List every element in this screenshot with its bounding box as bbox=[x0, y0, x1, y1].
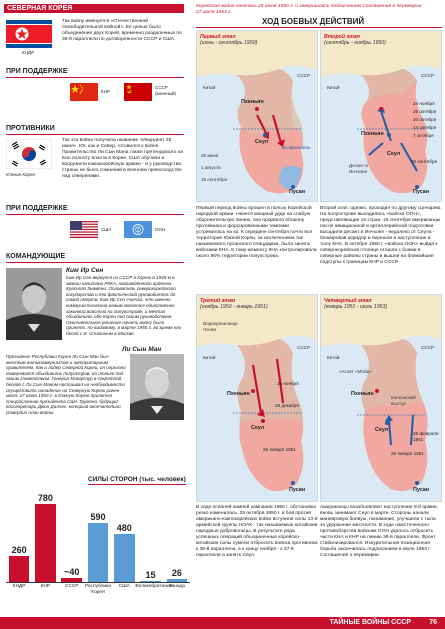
map3-date-c: 25 января 1951 bbox=[263, 447, 296, 452]
support-1-b: СССР (военный) bbox=[155, 85, 177, 96]
map3-ussr: СССР bbox=[297, 345, 311, 350]
chart-value-label: 15 bbox=[145, 569, 156, 580]
map4-date-b: 25 января 1951 bbox=[391, 451, 424, 456]
divider bbox=[196, 27, 442, 28]
chart-bar bbox=[9, 556, 30, 582]
stage2-text: Второй этап, однако, проходил по другому сценарию. На полуострове высадились «войска ООН», представляющие 16 стран. 15 сентября американцы после авиационной и артиллерийской подготовки высадили десант в Инчхоне - недалеко от Сеула - блокировав коридор и перешли в наступление в тылу КНА. В октябре 1950 г. «войска ООН» выйдя к северокорейской столице отошли с боями в северные районы страны и вышли на ближайшие подступы к границам КНР и СССР. bbox=[320, 206, 442, 265]
map2-date-c: 20 октября bbox=[413, 117, 437, 122]
chart-category-label: Великобритания bbox=[135, 584, 173, 589]
chart-bar bbox=[114, 534, 135, 582]
support-header-1: ПРИ ПОДДЕРЖКЕ bbox=[6, 68, 68, 75]
map3-title: Третий этап (ноябрь 1950 - январь 1951) bbox=[200, 298, 268, 310]
chart-value-label: 590 bbox=[90, 512, 106, 522]
map2-title: Второй этап (сентябрь - ноябрь 1950) bbox=[324, 34, 386, 46]
map-stage-3 bbox=[196, 294, 318, 502]
kim-name: Ким Ир Сен bbox=[66, 267, 104, 274]
map2-date-a: 24 ноября bbox=[413, 101, 435, 106]
chart-title: СИЛЫ СТОРОН (тыс. человек) bbox=[88, 476, 186, 483]
ussr-flag-icon bbox=[124, 83, 152, 101]
chart-category-label: Канада bbox=[168, 584, 185, 589]
map2-china: Китай bbox=[327, 85, 340, 90]
map1-date-a: 25 июня bbox=[201, 153, 219, 158]
map1-china: Китай bbox=[203, 85, 216, 90]
support-2-a: США bbox=[101, 227, 112, 232]
chart-value-label: 26 bbox=[171, 568, 182, 579]
map4-seoul: Сеул bbox=[375, 427, 389, 433]
kim-text: Ким Ир Сен вернулся из СССР в Корею в 1945-м в звании капитана РККА, награжденного орденом Красного Знамени. Основатель северокорейского государства и его фактический руководитель до самой смерти. Ким Ир Сен считал, что именно коммунистический режим является единственно законной властью на полуострове, и мечтал объединить обе Кореи под своим руководством. Окончательное решение начать войну было принято, по-видимому, в марте 1950 г. во время его бесед с И. Сталиным в Москве. bbox=[66, 275, 182, 336]
chart-value-label: ~40 bbox=[64, 567, 80, 577]
north-text: Так войну именуется «Отечественной Освободительной войной». Ее целью было объединение двух Корей, временно разделенных по 38-й параллели по договоренности СССР и США. bbox=[62, 19, 182, 42]
map2-ussr: СССР bbox=[421, 73, 435, 78]
map3-date-a: 25 ноября bbox=[277, 381, 299, 386]
chart-bar bbox=[88, 523, 109, 582]
map1-ussr: СССР bbox=[297, 73, 311, 78]
map4-ussr: СССР bbox=[421, 345, 435, 350]
footer-bar bbox=[0, 617, 445, 629]
chart-value-label: 260 bbox=[11, 545, 27, 555]
map1-pyongyang: Пхеньян bbox=[241, 99, 264, 105]
support-header-2: ПРИ ПОДДЕРЖКЕ bbox=[6, 205, 68, 212]
chart-category-label: КНДР bbox=[12, 584, 26, 589]
map1-busan: Пусан bbox=[289, 189, 306, 195]
divider bbox=[6, 77, 184, 78]
stage4-text: Американцы возобновляют наступление 8-й армии, вновь занимают Сеул в марте. Стороны начали маневровую боевую, понимание, улучшили с тыла за удержание местности. В ходе ожесточенного противоборства войскам ООН удалось отбросить части КНА и КНР на линию 38-й параллели. Фронт стабилизировался. Изнурительная позиционная борьба закончилась подписанием в июле 1953 г. Соглашения о перемирии. bbox=[320, 505, 439, 558]
map2-busan: Пусан bbox=[413, 189, 430, 195]
chart-value-label: 780 bbox=[37, 493, 53, 503]
divider bbox=[88, 484, 186, 485]
page-number: 76 bbox=[429, 619, 437, 626]
map-stage-4 bbox=[320, 294, 442, 502]
map4-pyongyang: Пхеньян bbox=[351, 391, 374, 397]
south-flag-label: Южная Корея bbox=[6, 172, 35, 177]
map3-date-b: 26 декабря bbox=[275, 403, 299, 408]
lee-text: Президент Республики Корея Ли Сын Ман был жестким антикоммунистом и авторитарным правителем. Как и лидер Северной Кореи, он серьезно намеревался объединить полуостров, но только под своим главенством. Генерал Макартур в секретной беседе с Ли Сын Маном настаивал на необходимости осуществить нападение на Северную Корею ранее июля. 17 июня 1950 г. в Южную Корею прилетел спецпосланник президента США Трумэна, будущий госсекретарь Джон Даллес, который окончательно утвердил план войны. bbox=[6, 354, 126, 415]
map3-seoul: Сеул bbox=[251, 425, 265, 431]
chart-category-label: Республика Корея bbox=[84, 584, 111, 595]
map1-seoul: Сеул bbox=[255, 139, 269, 145]
map2-date-f: 26 сентября bbox=[411, 159, 437, 164]
un-flag-icon bbox=[124, 221, 152, 238]
map2-seoul: Сеул bbox=[387, 151, 401, 157]
north-header-bar bbox=[4, 4, 184, 13]
map1-parallel: 38 параллель bbox=[281, 145, 311, 150]
map4-date-a: 28 февраля 1951 bbox=[413, 431, 439, 442]
map3-busan: Пусан bbox=[289, 487, 306, 493]
map2-date-d: 14 октября bbox=[413, 125, 437, 130]
course-header: ХОД БОЕВЫХ ДЕЙСТВИЙ bbox=[262, 17, 365, 26]
map4-busan: Пусан bbox=[413, 487, 430, 493]
stage1-text: Первый период войны прошел в пользу Корейской народной армии. Нанеся мощный удар на слабую оборонительную линию, она прорвала оборону противника и форсированными темпами устремилась на юг. К середине сентября почти вся территория Южной Кореи, за исключением так называемого пусанского плацдарма, была занята войсками КНА. К тому моменту КНА контролировала около 95% территории полуострова. bbox=[196, 206, 317, 259]
chart-category-label: США bbox=[118, 584, 130, 589]
north-flag-label: КНДР bbox=[22, 50, 35, 55]
chart-area bbox=[6, 490, 190, 600]
usa-flag-icon bbox=[70, 221, 98, 238]
south-text: Так эта война получила название «Инцидент 25 июня». Юг, как и Север, готовился к войне. Правительство Ли Сын Мана также претендовало на всю полноту власти в Корее. США обучили и вооружили южнокорейскую армию - и у руководства страны не было сомнений в военном превосходстве над северянами. bbox=[62, 138, 183, 179]
map4-china: Китай bbox=[327, 355, 340, 360]
divider bbox=[6, 214, 184, 215]
map-stage-1 bbox=[196, 30, 318, 202]
map1-date-b: 1 августа bbox=[201, 165, 221, 170]
kim-portrait bbox=[6, 268, 62, 340]
china-flag-icon bbox=[70, 83, 98, 101]
map1-title: Первый этап (июнь - сентябрь 1950) bbox=[200, 34, 258, 46]
map2-pyongyang: Пхеньян bbox=[361, 131, 384, 137]
map2-landing: Десант в Инчхоне bbox=[349, 163, 368, 174]
support-2-b: ООН bbox=[155, 227, 166, 232]
footer-title: ТАЙНЫЕ ВОЙНЫ СССР bbox=[329, 619, 411, 626]
chart-bar bbox=[35, 504, 56, 582]
chart-category-label: КНР bbox=[40, 584, 51, 589]
map3-pyongyang: Пхеньян bbox=[227, 391, 250, 397]
divider bbox=[6, 262, 184, 263]
map1-date-c: 15 сентября bbox=[201, 177, 227, 182]
dprk-flag-icon bbox=[6, 20, 52, 48]
opponents-header: ПРОТИВНИКИ bbox=[6, 125, 55, 132]
lee-portrait bbox=[130, 354, 184, 420]
chart-value-label: 480 bbox=[116, 523, 132, 533]
divider bbox=[6, 134, 184, 135]
map3-reservoir: Водохранилище Чосин bbox=[203, 321, 238, 332]
chart-category-label: СССР bbox=[64, 584, 79, 589]
lee-name: Ли Сын Ман bbox=[122, 346, 162, 353]
north-header: СЕВЕРНАЯ КОРЕЯ bbox=[7, 5, 73, 12]
map4-title: Четвертый этап (январь 1951 - июль 1953) bbox=[324, 298, 388, 310]
south-korea-flag-icon bbox=[6, 139, 52, 169]
map2-date-b: 26 октября bbox=[413, 109, 437, 114]
commanders-header: КОМАНДУЮЩИЕ bbox=[6, 253, 66, 260]
map3-china: Китай bbox=[203, 355, 216, 360]
map-stage-2 bbox=[320, 30, 442, 202]
map2-date-e: 7 октября bbox=[413, 133, 434, 138]
stage3-text: В ходе осенней-зимней кампании 1950 г. обстановка резко изменилась. 25 октября 1950 г. в бой против американо-южнокорейских войск вступили силы 13-й армейской группы НОАК - так называемые китайские народные добровольцы. В результате ряда успешных операций объединенные корейско-китайские силы сумели отбросить войска противника к 38-й параллели, а к концу ноября - к 37-й параллели и занять Сеул. bbox=[196, 505, 318, 558]
map4-op: «Атлет «Моби» bbox=[339, 369, 372, 374]
support-1-a: КНР bbox=[101, 89, 110, 94]
intro-text: Корейская война началась 25 июня 1950 г. и завершилась подписанием Соглашения о перемирии 27 июля 1953 г. bbox=[196, 4, 422, 15]
map4-line: Кансонский выступ bbox=[391, 395, 416, 406]
chart-baseline bbox=[6, 582, 190, 583]
